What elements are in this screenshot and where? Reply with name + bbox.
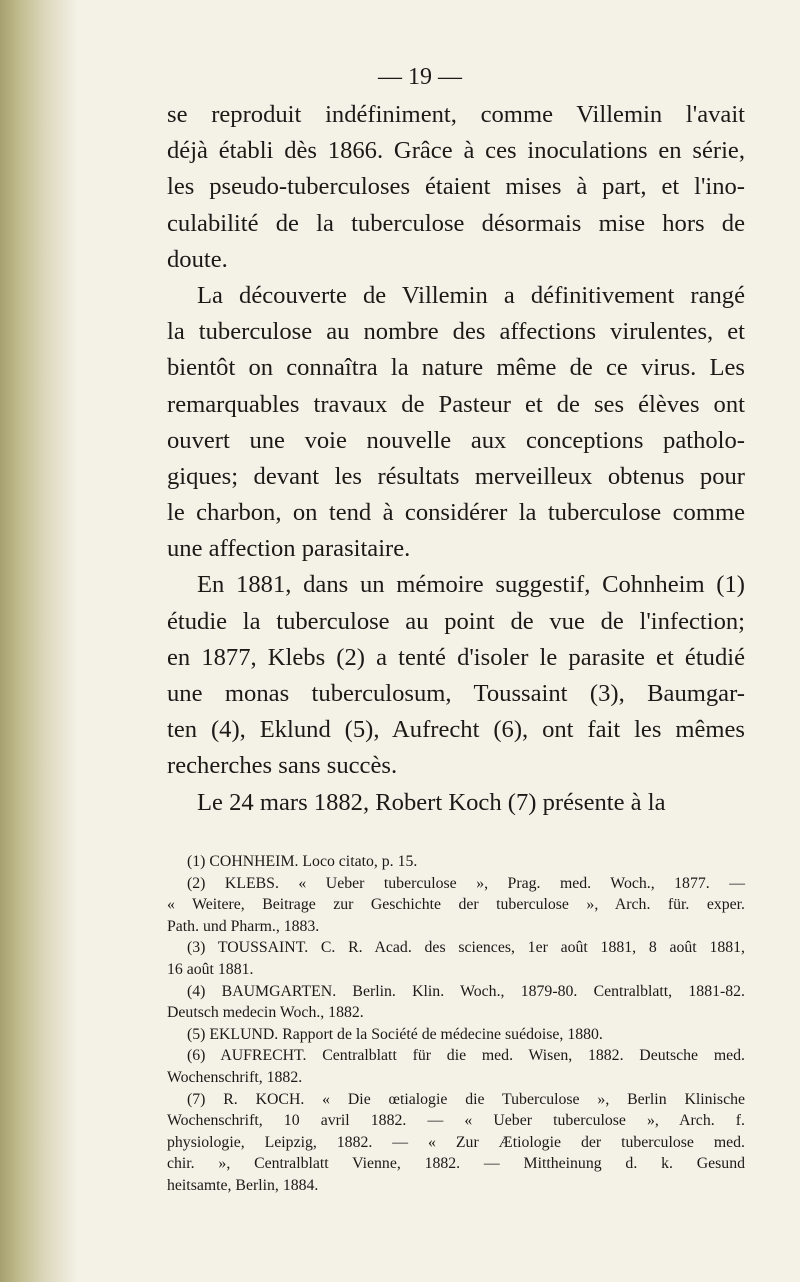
footnote-line: Path. und Pharm., 1883. — [167, 917, 320, 935]
footnote-line: (1) COHNHEIM. Loco citato, p. 15. — [187, 853, 418, 870]
footnote-line: (6) AUFRECHT. Centralblatt für die med. Wisen, 1882. Deutsche med. — [187, 1047, 745, 1065]
text-line: bientôt on connaîtra la nature même de ce virus. Les — [167, 354, 745, 382]
footnote-line: chir. », Centralblatt Vienne, 1882. — Mittheinung d. k. Gesund — [167, 1155, 745, 1173]
footnote-line: (3) TOUSSAINT. C. R. Acad. des sciences, 1er août 1881, 8 août 1881, — [187, 939, 745, 957]
text-line: en 1877, Klebs (2) a tenté d'isoler le parasite et étudié — [167, 643, 745, 671]
text-line: se reproduit indéfiniment, comme Villemin l'avait — [167, 101, 745, 128]
footnote-line: Wochenschrift, 10 avril 1882. — « Ueber tuberculose », Arch. f. — [167, 1112, 745, 1130]
footnotes — [167, 851, 745, 1197]
text-line: une monas tuberculosum, Toussaint (3), Baumgar- — [167, 680, 745, 707]
text-line: Le 24 mars 1882, Robert Koch (7) présente à la — [197, 788, 666, 816]
footnote-line: (5) EKLUND. Rapport de la Société de médecine suédoise, 1880. — [187, 1025, 603, 1043]
text-line: étudie la tuberculose au point de vue de l'infection; — [167, 607, 745, 635]
text-line: doute. — [167, 245, 228, 273]
footnote-line: 16 août 1881. — [167, 960, 254, 978]
text-line: ouvert une voie nouvelle aux conceptions patholo- — [167, 426, 745, 454]
text-line: La découverte de Villemin a définitivement rangé — [197, 281, 745, 309]
footnote-line: heitsamte, Berlin, 1884. — [167, 1176, 319, 1194]
main-text — [167, 97, 745, 821]
text-line: les pseudo-tuberculoses étaient mises à part, et l'ino- — [167, 173, 745, 201]
text-line: culabilité de la tuberculose désormais mise hors de — [167, 209, 745, 237]
text-line: le charbon, on tend à considérer la tuberculose comme — [167, 499, 745, 527]
footnote-line: (2) KLEBS. « Ueber tuberculose », Prag. med. Woch., 1877. — — [187, 874, 745, 892]
page-edge-shadow — [0, 0, 78, 1282]
text-line: En 1881, dans un mémoire suggestif, Cohnheim (1) — [197, 571, 745, 599]
text-line: déjà établi dès 1866. Grâce à ces inoculations en série, — [167, 137, 745, 165]
footnote-line: « Weitere, Beitrage zur Geschichte der tuberculose », Arch. für. exper. — [167, 896, 745, 914]
text-line: recherches sans succès. — [167, 752, 398, 780]
page-number: — 19 — — [378, 64, 462, 90]
text-line: une affection parasitaire. — [167, 535, 411, 563]
text-line: la tuberculose au nombre des affections virulentes, et — [167, 318, 745, 346]
footnote-line: (7) R. KOCH. « Die œtialogie die Tuberculose », Berlin Klinische — [187, 1090, 745, 1108]
footnote-line: physiologie, Leipzig, 1882. — « Zur Ætiologie der tuberculose med. — [167, 1133, 745, 1151]
text-line: giques; devant les résultats merveilleux obtenus pour — [167, 462, 745, 490]
footnote-line: Wochenschrift, 1882. — [167, 1068, 303, 1086]
footnote-line: Deutsch medecin Woch., 1882. — [167, 1004, 364, 1022]
text-line: ten (4), Eklund (5), Aufrecht (6), ont fait les mêmes — [167, 716, 745, 744]
footnote-line: (4) BAUMGARTEN. Berlin. Klin. Woch., 1879-80. Centralblatt, 1881-82. — [187, 982, 745, 1000]
text-line: remarquables travaux de Pasteur et de ses élèves ont — [167, 390, 745, 418]
